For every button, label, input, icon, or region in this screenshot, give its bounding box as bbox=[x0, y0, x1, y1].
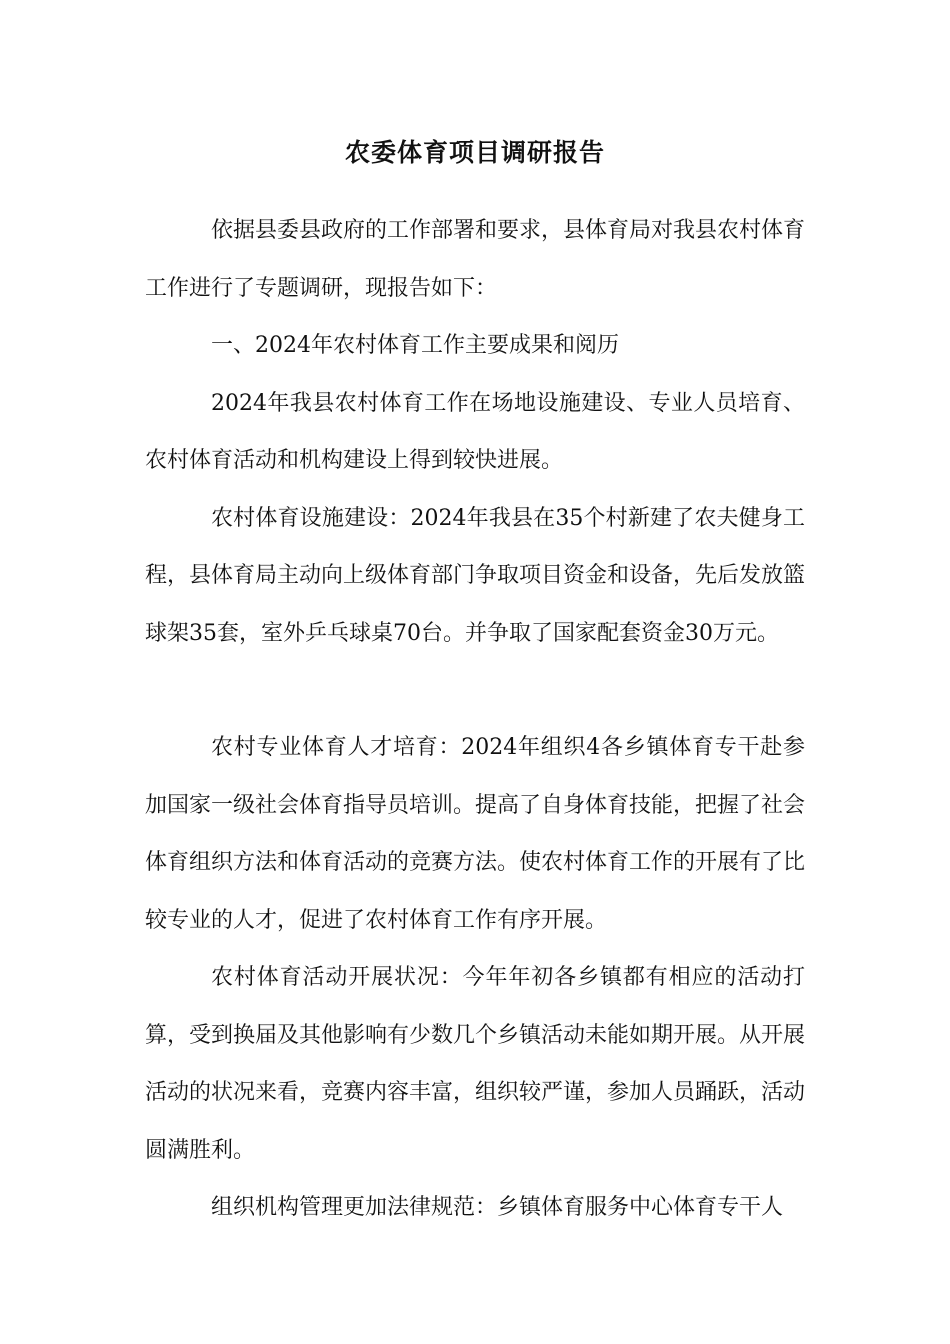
paragraph-overview: 2024年我县农村体育工作在场地设施建设、专业人员培育、农村体育活动和机构建设上得到较快进展。 bbox=[145, 390, 805, 473]
paragraph-activities: 农村体育活动开展状况：今年年初各乡镇都有相应的活动打算，受到换届及其他影响有少数几个乡镇活动未能如期开展。从开展活动的状况来看，竞赛内容丰富，组织较严谨，参加人员踊跃，活动圆满胜利。 bbox=[145, 965, 806, 1163]
document-body bbox=[145, 202, 805, 1237]
blank-line bbox=[145, 662, 805, 719]
document-title: 农委体育项目调研报告 bbox=[344, 138, 605, 167]
paragraph-talent: 农村专业体育人才培育：2024年组织4各乡镇体育专干赴参加国家一级社会体育指导员培训。提高了自身体育技能，把握了社会体育组织方法和体育活动的竞赛方法。使农村体育工作的开展有了比较专业的人才，促进了农村体育工作有序开展。 bbox=[145, 735, 806, 933]
paragraph-intro: 依据县委县政府的工作部署和要求，县体育局对我县农村体育工作进行了专题调研，现报告如下： bbox=[145, 218, 806, 301]
paragraph-organization: 组织机构管理更加法律规范：乡镇体育服务中心体育专干人 bbox=[211, 1195, 784, 1220]
paragraph-facilities: 农村体育设施建设：2024年我县在35个村新建了农夫健身工程，县体育局主动向上级体育部门争取项目资金和设备，先后发放篮球架35套，室外乒乓球桌70台。并争取了国家配套资金30万元。 bbox=[145, 505, 806, 646]
section-heading-1: 一、2024年农村体育工作主要成果和阅历 bbox=[211, 333, 619, 358]
